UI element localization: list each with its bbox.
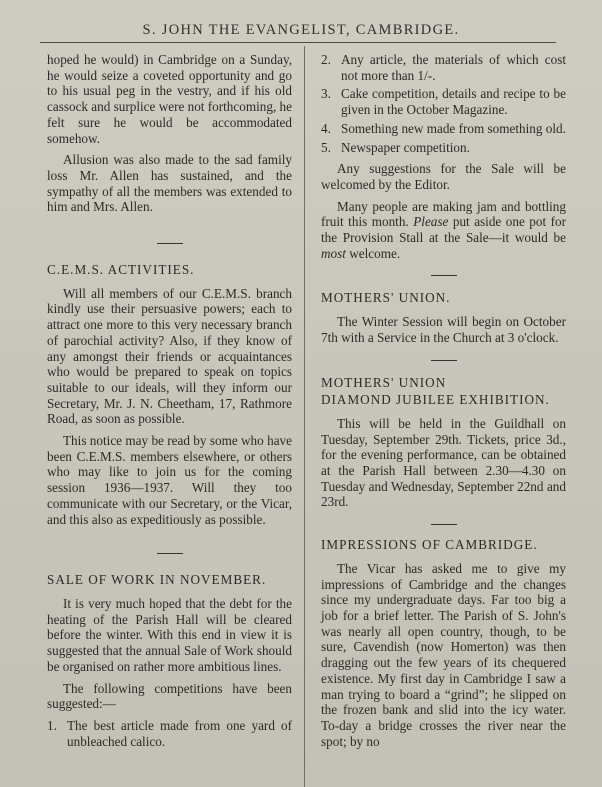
competition-text: Any article, the materials of which cost not more than 1/-. bbox=[341, 52, 566, 83]
competition-number: 4. bbox=[321, 120, 331, 136]
sale-paragraph-2: The following competitions have been suggested:— bbox=[47, 680, 292, 712]
competition-list-right bbox=[321, 52, 566, 155]
competition-number: 3. bbox=[321, 86, 331, 102]
competition-item bbox=[321, 52, 566, 83]
page-header: S. JOHN THE EVANGELIST, CAMBRIDGE. bbox=[142, 22, 460, 38]
cems-heading: C.E.M.S. ACTIVITIES. bbox=[47, 262, 195, 278]
jubilee-heading-line-2: DIAMOND JUBILEE EXHIBITION. bbox=[321, 392, 550, 408]
mothers-union-paragraph: The Winter Session will begin on October 7th with a Service in the Church at 3 o'clock. bbox=[321, 314, 566, 345]
competition-list-left bbox=[47, 718, 292, 749]
cems-paragraph-1: Will all members of our C.E.M.S. branch kindly use their persuasive powers; each to attract one more to this very necessary branch of parochial activity? Also, if they know of any amongst their friends or acquaintances who would be prepared to speak on topics suitable to our ideals, will they inform our Secretary, Mr. J. N. Cheetham, 17, Rathmore Road, as soon as possible. bbox=[47, 285, 292, 427]
suggestions-paragraph: Any suggestions for the Sale will be welcomed by the Editor. bbox=[321, 161, 566, 192]
header-rule bbox=[40, 42, 556, 43]
jam-most: most bbox=[321, 245, 346, 261]
competition-number: 1. bbox=[47, 717, 57, 733]
competition-text: Something new made from something old. bbox=[341, 120, 566, 136]
competition-text: The best article made from one yard of unbleached calico. bbox=[67, 717, 292, 749]
cems-paragraph-2: This notice may be read by some who have been C.E.M.S. members elsewhere, or others who may like to join us for the coming session 1936—1937. Will they too communicate with our Secretary, or the Vicar, and this also as expeditiously as possible. bbox=[47, 433, 292, 527]
left-column bbox=[47, 52, 292, 755]
jam-text-start: Many people are making jam and bottling fruit this month. bbox=[321, 198, 566, 230]
sale-heading: SALE OF WORK IN NOVEMBER. bbox=[47, 572, 267, 588]
jam-text-end: welcome. bbox=[349, 245, 401, 261]
competition-item bbox=[321, 121, 566, 137]
sale-paragraph-1: It is very much hoped that the debt for the heating of the Parish Hall will be cleared before the winter. With this end in view it is suggested that the annual Sale of Work should be organised on rather more ambitious lines. bbox=[47, 595, 292, 674]
jubilee-paragraph: This will be held in the Guildhall on Tuesday, September 29th. Tickets, price 3d., for the evening performance, can be obtained at the Parish Hall between 2.30—4.30 on Tuesday and Wednesday, September 22nd and 23rd. bbox=[321, 415, 566, 510]
continued-paragraph: hoped he would) in Cambridge on a Sunday, he would seize a coveted opportunity and go to his usual peg in the vestry, and if his old cassock and surplice were not forthcoming, he felt sure he would be accommodated somehow. bbox=[47, 52, 292, 146]
column-divider bbox=[304, 46, 305, 787]
competition-text: Cake competition, details and recipe to be given in the October Magazine. bbox=[341, 86, 566, 118]
competition-item bbox=[321, 140, 566, 156]
competition-text: Newspaper competition. bbox=[341, 139, 470, 155]
impressions-heading: IMPRESSIONS OF CAMBRIDGE. bbox=[321, 537, 538, 553]
competition-number: 2. bbox=[321, 52, 331, 67]
competition-item bbox=[47, 718, 292, 749]
competition-item bbox=[321, 86, 566, 117]
jam-paragraph bbox=[321, 199, 566, 262]
jam-text-mid: put aside one pot for the Provision Stall at the Sale—it would be bbox=[321, 214, 567, 246]
jubilee-heading-line-1: MOTHERS' UNION bbox=[321, 374, 447, 390]
right-column bbox=[321, 52, 566, 755]
competition-number: 5. bbox=[321, 139, 331, 155]
mothers-union-heading: MOTHERS' UNION. bbox=[321, 290, 451, 306]
impressions-paragraph: The Vicar has asked me to give my impressions of Cambridge and the changes since my undergraduate days. Far too big a job for a brief letter. The Parish of S. John's was nearly all open country, though, to be sure, Cavendish (now Homerton) was then dragging out the few years of its chequered existence. My first day in Cambridge I saw a man trying to board a “grind”; he slipped on the frozen bank and slid into the icy water. To-day a bridge crosses the river near the spot; by no bbox=[321, 560, 566, 749]
jam-please: Please bbox=[413, 214, 449, 230]
allusion-paragraph: Allusion was also made to the sad family loss Mr. Allen has sustained, and the sympathy of all the members was extended to him and Mrs. Allen. bbox=[47, 152, 292, 215]
